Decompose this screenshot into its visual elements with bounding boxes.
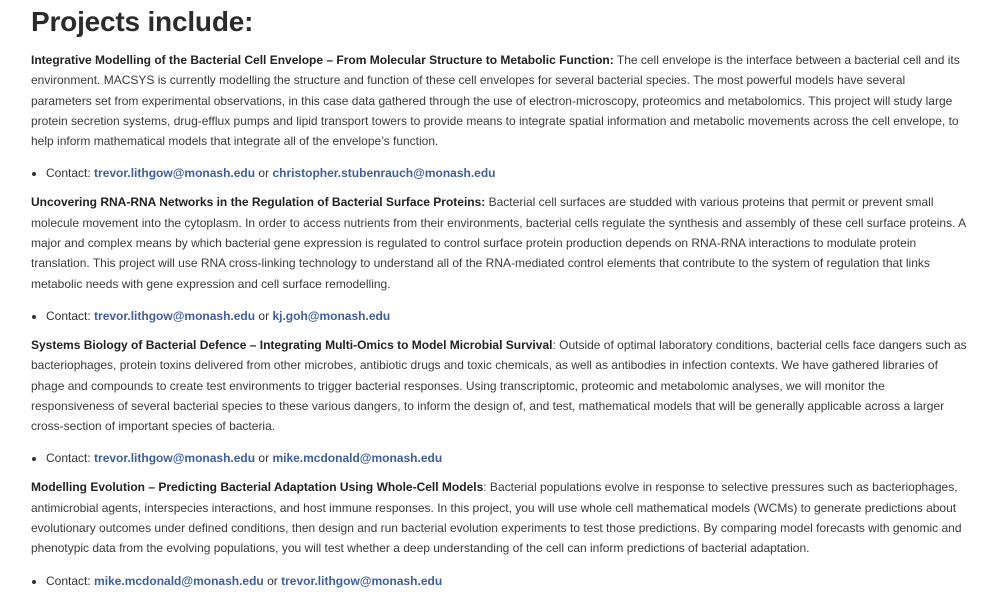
project-body: The cell envelope is the interface between a bacterial cell and its environment. MACSYS is currently modelling the structure and function of these cell envelopes for several bacterial species. The most powerful models have several parameters set from experimental observations, in this case data gathered through the use of electron-microscopy, proteomics and metabolomics. This project will study large protein secretion systems, drug-efflux pumps and lipid transport towers to provide means to integrate spatial information and metabolic movements across the cell envelope, to help inform mathematical models that integrate all of the envelope’s function. [31,53,960,149]
email-link[interactable]: trevor.lithgow@monash.edu [94,166,256,181]
contact-list [31,571,968,591]
project-description [31,335,968,436]
contact-item [46,571,968,591]
contact-list [31,163,968,183]
email-link[interactable]: christopher.stubenrauch@monash.edu [272,166,496,181]
contact-connector: or [255,451,273,466]
project-body: : Outside of optimal laboratory conditions, bacterial cells face dangers such as bacteriophages, protein toxins delivered from other microbes, antibiotic drugs and toxic chemicals, as well as antibodies in infection contexts. We have gathered libraries of phage and compounds to create test environments to trigger bacterial responses. Using transcriptomic, proteomic and metabolomic analyses, we will monitor the responsiveness of several bacterial species to these various dangers, to inform the design of, and test, mathematical models that will be generally applicable across a larger cross-section of important species of bacteria. [31,337,967,434]
project-4 [31,477,968,590]
contact-label: Contact: [46,451,95,466]
contact-list [31,306,968,326]
contact-item [46,163,968,183]
project-title: Integrative Modelling of the Bacterial Cell Envelope – From Molecular Structure to Metabolic Function: [31,53,614,67]
contact-connector: or [255,166,273,181]
contact-label: Contact: [46,308,95,323]
project-body: : Bacterial populations evolve in response to selective pressures such as bacteriophages, antimicrobial agents, interspecies interactions, and host immune responses. In this project, you will use whole cell mathematical models (WCMs) to generate predictions about evolutionary outcomes under defined conditions, then design and run bacterial evolution experiments to test those predictions. By comparing model forecasts with genomic and phenotypic data from the evolving populations, you will test whether a deep understanding of the cell can inform predictions of bacterial adaptation. [31,480,962,556]
project-1 [31,50,968,183]
project-2 [31,192,968,325]
email-link[interactable]: trevor.lithgow@monash.edu [94,451,256,466]
contact-list [31,448,968,468]
contact-connector: or [263,573,282,588]
email-link[interactable]: trevor.lithgow@monash.edu [94,308,256,323]
project-description [31,50,968,151]
contact-item [46,306,968,326]
project-title: Uncovering RNA-RNA Networks in the Regulation of Bacterial Surface Proteins: [31,195,486,210]
contact-connector: or [255,308,273,323]
project-description [31,192,968,293]
contact-label: Contact: [46,166,95,181]
project-3 [31,335,968,468]
contact-label: Contact: [46,573,95,588]
email-link[interactable]: mike.mcdonald@monash.edu [94,573,264,588]
project-description [31,477,968,558]
email-link[interactable]: trevor.lithgow@monash.edu [281,573,443,588]
project-title: Modelling Evolution – Predicting Bacterial Adaptation Using Whole-Cell Models [31,480,484,495]
project-title: Systems Biology of Bacterial Defence – Integrating Multi-Omics to Model Microbial Survival [31,337,553,352]
email-link[interactable]: mike.mcdonald@monash.edu [272,451,443,466]
project-body: Bacterial cell surfaces are studded with various proteins that permit or prevent small molecule movement into the cytoplasm. In order to access nutrients from their environments, bacterial cells regulate the synthesis and assembly of these cell surface proteins. A major and complex means by which bacterial gene expression is regulated to control surface protein production depends on RNA-RNA interactions to modulate protein translation. This project will use RNA cross-linking technology to understand all of the RNA-mediated control elements that contribute to the system of regulation that links metabolic needs with gene expression and cell surface remodelling. [31,195,966,291]
contact-item [46,448,968,468]
email-link[interactable]: kj.goh@monash.edu [272,308,391,323]
page-title: Projects include: [31,6,254,37]
